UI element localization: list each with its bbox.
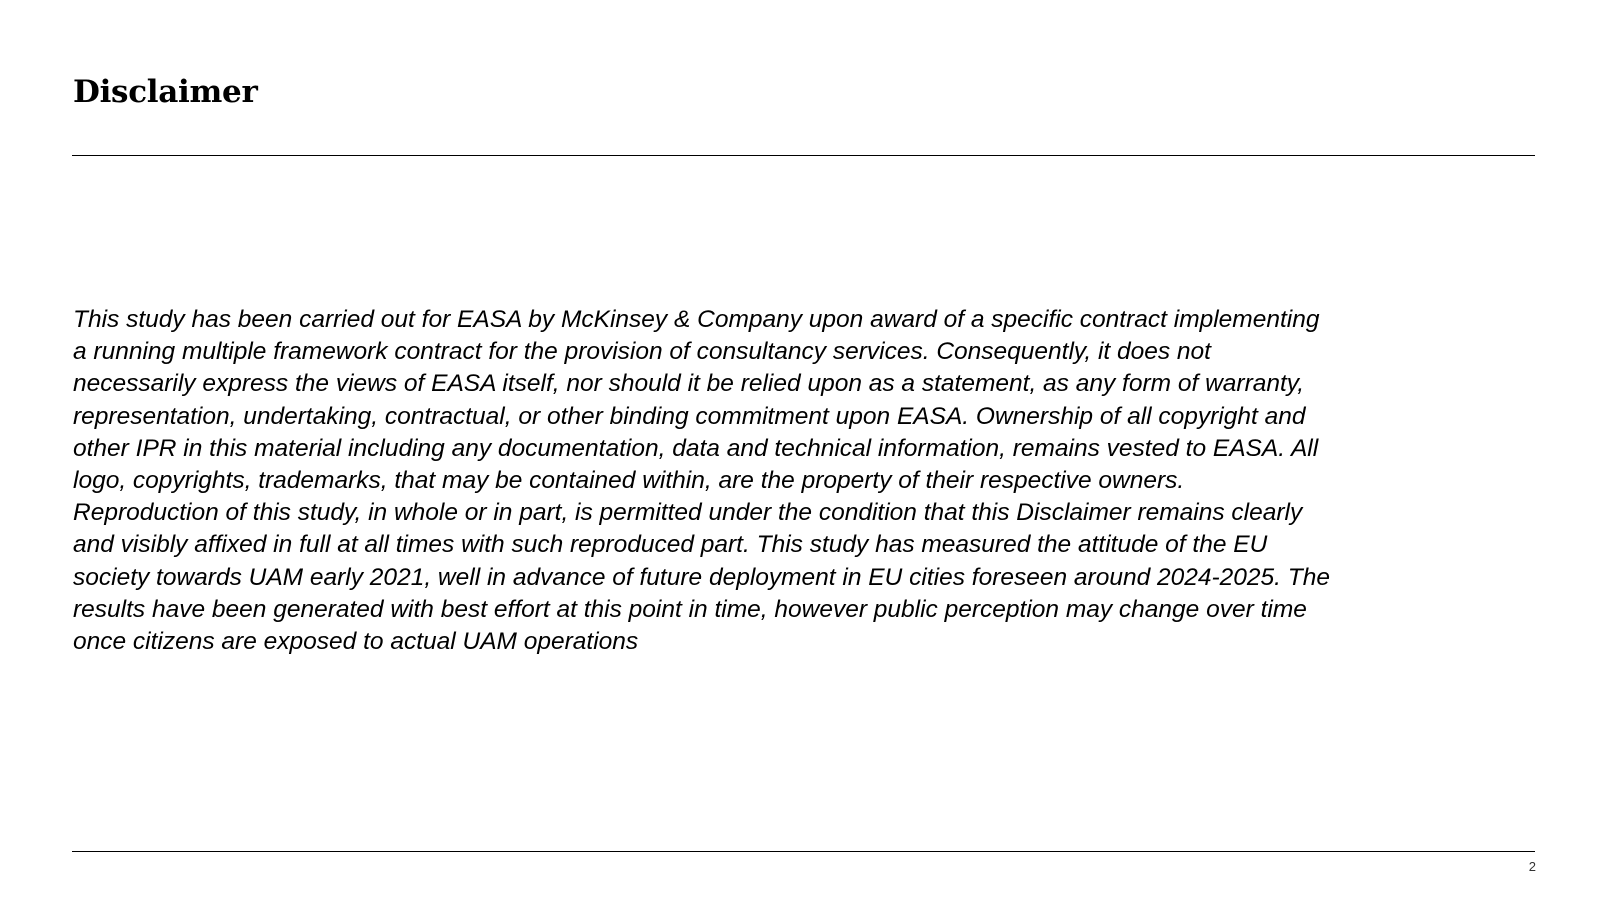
disclaimer-line: other IPR in this material including any documentation, data and technical information, remains vested to EASA. All bbox=[73, 434, 1319, 462]
disclaimer-line: necessarily express the views of EASA itself, nor should it be relied upon as a statement, as any form of warranty, bbox=[73, 370, 1305, 398]
disclaimer-text bbox=[73, 304, 1473, 658]
disclaimer-line: representation, undertaking, contractual, or other binding commitment upon EASA. Ownership of all copyright and bbox=[73, 402, 1306, 430]
disclaimer-line: once citizens are exposed to actual UAM operations bbox=[73, 628, 639, 656]
disclaimer-line: and visibly affixed in full at all times with such reproduced part. This study has measured the attitude of the EU bbox=[73, 531, 1268, 559]
disclaimer-line: This study has been carried out for EASA by McKinsey & Company upon award of a specific contract implementing bbox=[73, 306, 1320, 333]
page-title: Disclaimer bbox=[73, 74, 258, 110]
disclaimer-line: Reproduction of this study, in whole or in part, is permitted under the condition that this Disclaimer remains clearly bbox=[73, 499, 1303, 527]
footer-divider bbox=[72, 851, 1535, 852]
page-number: 2 bbox=[1528, 859, 1536, 874]
disclaimer-line: society towards UAM early 2021, well in advance of future deployment in EU cities foreseen around 2024-2025. The bbox=[73, 563, 1331, 591]
title-divider bbox=[72, 155, 1535, 156]
disclaimer-line: a running multiple framework contract for the provision of consultancy services. Consequently, it does not bbox=[73, 338, 1211, 366]
disclaimer-line: logo, copyrights, trademarks, that may be contained within, are the property of their respective owners. bbox=[73, 467, 1185, 495]
disclaimer-line: results have been generated with best effort at this point in time, however public perception may change over time bbox=[73, 595, 1307, 623]
